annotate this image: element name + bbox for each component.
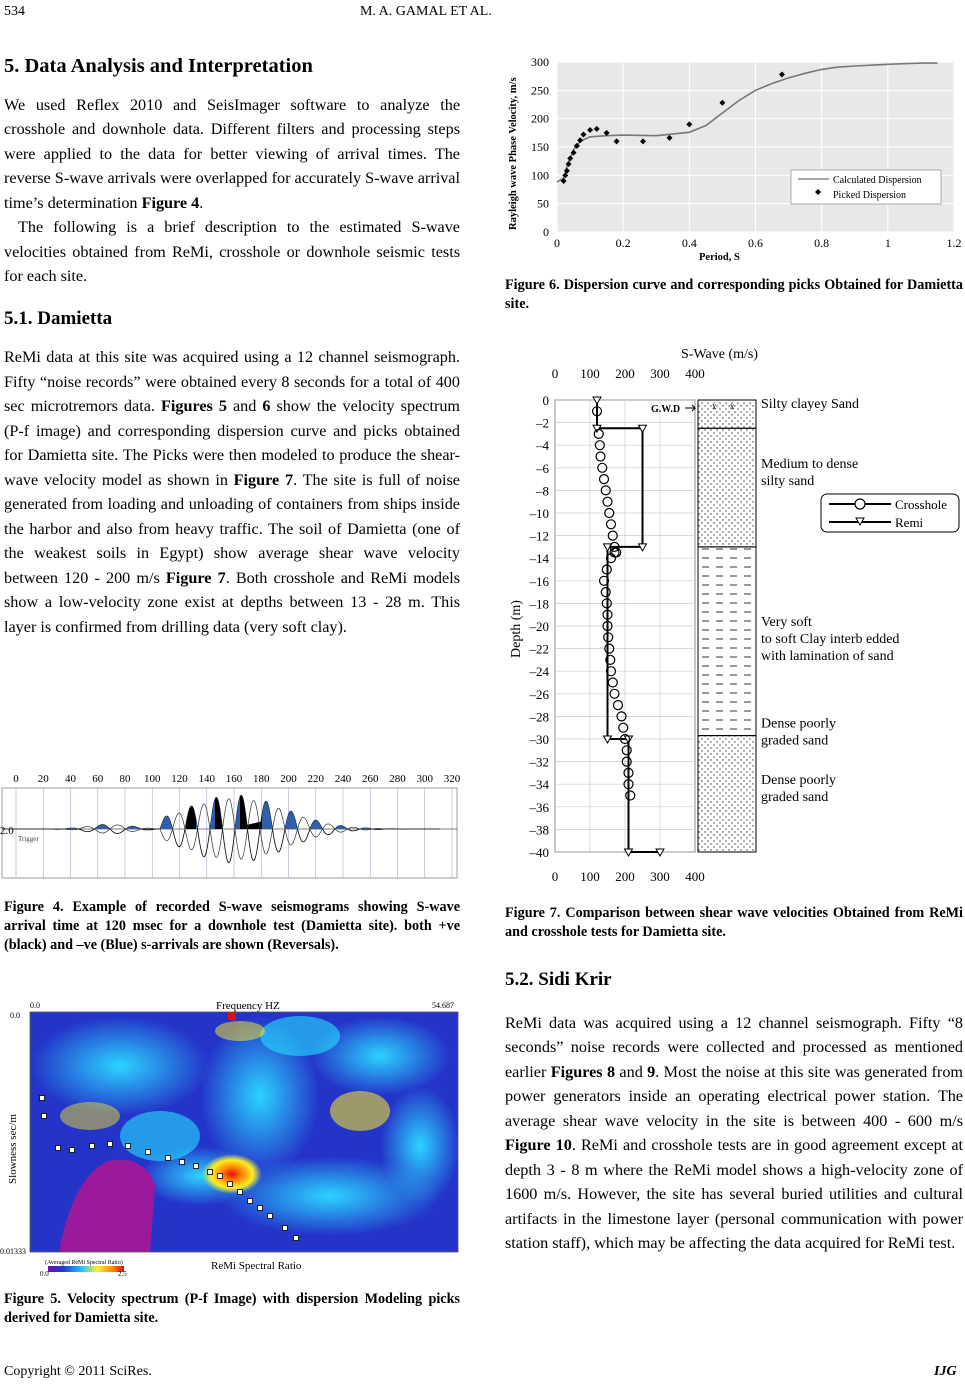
y-tick-label: 0 <box>543 225 549 239</box>
section-title: 5. Data Analysis and Interpretation <box>4 55 313 77</box>
dispersion-pick <box>42 1114 47 1119</box>
x-tick-label-bottom: 400 <box>685 869 705 884</box>
legend-calculated: Calculated Dispersion <box>833 175 922 186</box>
y-tick-label: 250 <box>531 83 549 98</box>
x-tick-label: 0 <box>554 236 560 250</box>
y-tick-label: –24 <box>529 664 549 680</box>
x-tick-label: 120 <box>171 773 188 785</box>
y-tick-label: 300 <box>531 55 549 69</box>
footer-journal: IJG <box>934 1364 957 1379</box>
y-tick-label: –12 <box>529 528 549 544</box>
y-top-label: 0.0 <box>10 1011 20 1020</box>
y-tick-label: –2 <box>536 415 549 431</box>
legend-crosshole: Crosshole <box>895 497 947 512</box>
layer-label: Dense poorly graded sand <box>761 773 837 806</box>
y-tick-label: –22 <box>529 641 549 657</box>
x-tick-label: 20 <box>37 773 49 785</box>
y-tick-label: –8 <box>536 483 549 499</box>
legend-remi: Remi <box>895 515 924 530</box>
gwd-label: G.W.D <box>651 404 681 415</box>
figure-4-caption: Figure 4. Example of recorded S-wave seismograms showing S-wave arrival time at 120 msec for a downhole test (Damietta site). both +ve (black) and –ve (Blue) s-arrivals are shown (Reversals). <box>4 899 460 953</box>
y-axis-title: Slowness sec/m <box>7 1114 19 1184</box>
legend-circle-swatch <box>855 499 865 509</box>
lithology-symbol: x <box>730 401 735 412</box>
figure-6-caption: Figure 6. Dispersion curve and corresponding picks Obtained for Damietta site. <box>505 277 963 312</box>
running-head: M. A. GAMAL ET AL. <box>360 4 492 19</box>
x-tick-label: 0 <box>13 773 19 785</box>
figure-ref[interactable]: Figure 7 <box>165 568 226 587</box>
bottom-label: ReMi Spectral Ratio <box>211 1260 302 1272</box>
y-tick-label: –26 <box>529 686 549 702</box>
x-tick-label: 0.8 <box>814 236 830 250</box>
chart-title: S-Wave (m/s) <box>681 347 759 362</box>
y-tick-label: –18 <box>529 596 549 612</box>
figure-ref[interactable]: 9 <box>647 1062 656 1081</box>
dispersion-pick <box>294 1236 299 1241</box>
figure-ref[interactable]: 6 <box>262 397 271 415</box>
x-tick-label: 140 <box>198 773 215 785</box>
x-tick-label-top: 200 <box>615 366 635 381</box>
x-axis-title: Frequency HZ <box>216 1000 280 1012</box>
y-tick-label: –40 <box>529 845 549 860</box>
legend-picked: Picked Dispersion <box>833 190 907 201</box>
y-tick-label: –10 <box>529 506 549 521</box>
x-tick-label: 60 <box>92 773 104 785</box>
legend <box>791 170 941 204</box>
figure-5-caption: Figure 5. Velocity spectrum (P-f Image) with dispersion Modeling picks derived for Damietta site. <box>4 1291 460 1326</box>
lithology-layer <box>698 428 756 547</box>
dispersion-pick <box>180 1160 185 1165</box>
figure-ref[interactable]: Figures 8 <box>550 1062 616 1081</box>
dispersion-pick <box>208 1170 213 1175</box>
y-tick-label: –34 <box>529 777 549 793</box>
spectrum-image <box>30 1012 460 1252</box>
x-tick-label-top: 100 <box>580 366 600 381</box>
x-tick-label: 40 <box>65 773 76 785</box>
x-tick-label-bottom: 100 <box>580 869 600 884</box>
figure-ref[interactable]: Figure 7 <box>233 470 294 489</box>
y-tick-label: 150 <box>531 140 549 154</box>
x-tick-label-bottom: 0 <box>551 869 559 884</box>
paragraph: We used Reflex 2010 and SeisImager software to analyze the crosshole and downhole data. Different filters and processing steps were applied to the data for better viewing of arrival times. The reverse S-wave arrivals were overlapped for accurately S-wave arrival time’s determination Figure 4. <box>4 95 460 212</box>
layer-label: Silty clayey Sand <box>761 396 859 412</box>
figure-ref[interactable]: Figure 10 <box>505 1136 572 1154</box>
x-min-label: 0.0 <box>30 1001 40 1010</box>
x-tick-label: 160 <box>225 773 243 785</box>
x-tick-labels <box>13 773 461 785</box>
colorbar-title: (Averaged ReMi Spectral Ratio) <box>45 1260 123 1266</box>
y-tick-label: –6 <box>536 460 549 476</box>
x-tick-label: 260 <box>362 773 379 785</box>
y-tick-label: –32 <box>529 754 549 770</box>
figure-4-seismogram <box>0 768 462 880</box>
dispersion-pick <box>56 1146 61 1151</box>
subsection-title: 5.1. Damietta <box>4 307 113 329</box>
dispersion-pick <box>108 1142 113 1147</box>
legend <box>821 494 959 532</box>
dispersion-pick <box>90 1144 95 1149</box>
figure-7-caption: Figure 7. Comparison between shear wave velocities Obtained from ReMi and crosshole tests for Damietta site. <box>505 905 963 940</box>
lithology-layer <box>698 547 756 736</box>
figure-7-velocity-profile <box>505 338 965 893</box>
dispersion-pick <box>228 1182 233 1187</box>
page-number: 534 <box>4 4 25 19</box>
x-tick-label: 80 <box>119 773 131 785</box>
paragraph: ReMi data was acquired using a 12 channel seismograph. Fifty “8 seconds” noise records were collected and processed as mentioned earlier Figures 8 and 9. Most the noise at this site was generated from power generators inside an operating electrical power station. The average shear wave velocity in the site is between 400 - 600 m/s Figure 10. ReMi and crosshole tests are in good agreement except at depth 3 - 8 m where the ReMi model shows a high-velocity zone of 1600 m/s. However, the site has several buried utilities and cultural artifacts in the limestone layer (personal communication with power station staff), which may be affecting the data acquired for ReMi test. <box>505 1013 964 1252</box>
layer-label: Medium to dense silty sand <box>761 456 859 489</box>
x-tick-label-bottom: 300 <box>650 869 670 884</box>
x-tick-label-bottom: 200 <box>615 869 635 884</box>
lithology-layer <box>698 400 756 428</box>
lithology-layer <box>698 736 756 852</box>
layer-label: Very soft to soft Clay interb edded with lamination of sand <box>761 615 900 664</box>
dispersion-pick <box>218 1174 223 1179</box>
y-tick-label: –14 <box>529 551 549 567</box>
dispersion-pick <box>268 1214 273 1219</box>
subsection-title: 5.2. Sidi Krir <box>505 969 612 990</box>
x-tick-label: 0.4 <box>681 236 697 250</box>
x-tick-label-top: 400 <box>685 366 705 381</box>
dispersion-pick <box>238 1190 243 1195</box>
y-tick-label: 200 <box>531 111 549 126</box>
x-tick-label: 220 <box>307 773 324 785</box>
y-tick-label: 100 <box>531 168 549 183</box>
y-tick-label: –16 <box>529 573 549 589</box>
x-tick-label-top: 0 <box>551 366 559 381</box>
lithology-column <box>698 400 756 852</box>
dispersion-pick <box>126 1144 131 1149</box>
layer-labels <box>761 397 899 805</box>
x-tick-label: 320 <box>443 773 461 785</box>
dispersion-pick <box>70 1148 75 1153</box>
x-tick-label: 0.6 <box>748 236 763 250</box>
dispersion-pick <box>283 1226 288 1231</box>
colorbar-min: 0.0 <box>40 1270 49 1278</box>
x-tick-label: 0.2 <box>615 236 631 250</box>
right-column-text <box>505 968 963 1256</box>
colorbar <box>48 1266 124 1272</box>
y-tick-label: –38 <box>529 822 549 838</box>
y-bottom-label: 0.01333 <box>0 1247 26 1256</box>
y-tick-label: –36 <box>529 799 549 815</box>
y-tick-label: –4 <box>536 438 549 454</box>
x-tick-label: 200 <box>280 773 297 785</box>
figure-5-pf-image <box>0 996 462 1278</box>
lithology-symbol: x <box>712 401 717 412</box>
x-tick-label: 240 <box>334 773 352 785</box>
x-tick-label-top: 300 <box>650 366 670 381</box>
colorbar-max: 2.5 <box>118 1270 127 1278</box>
dispersion-pick <box>166 1156 171 1161</box>
figure-ref[interactable]: Figures 5 <box>160 397 227 415</box>
y-tick-label: –20 <box>529 619 549 634</box>
left-label: 2.0 <box>0 825 14 837</box>
footer-copyright: Copyright © 2011 SciRes. <box>4 1364 152 1379</box>
dispersion-pick <box>40 1096 45 1101</box>
paragraph: The following is a brief description to the estimated S-wave velocities obtained from ReMi, crosshole or downhole seismic tests for each site. <box>4 218 460 285</box>
trigger-label: Trigger <box>18 835 39 843</box>
y-axis-title: Depth (m) <box>509 600 524 658</box>
figure-6-dispersion-chart <box>505 52 963 267</box>
figure-ref[interactable]: Figure 4 <box>141 193 200 212</box>
dispersion-pick <box>194 1164 199 1169</box>
y-tick-label: –30 <box>529 732 549 747</box>
x-tick-label: 100 <box>144 773 161 785</box>
x-axis-title: Period, S <box>699 252 740 263</box>
y-tick-label: 0 <box>542 393 549 408</box>
x-tick-label: 1 <box>884 236 891 250</box>
dispersion-pick <box>258 1206 263 1211</box>
y-tick-label: 50 <box>537 196 549 211</box>
dispersion-pick <box>146 1150 151 1155</box>
y-tick-label: –28 <box>529 709 549 725</box>
left-column <box>4 54 460 639</box>
x-max-label: 54.687 <box>432 1001 454 1010</box>
x-tick-label: 1.2 <box>946 236 962 250</box>
axes <box>529 366 705 884</box>
paragraph: ReMi data at this site was acquired using a 12 channel seismograph. Fifty “noise records” were obtained every 8 seconds for a total of 400 sec microtremors data. Figures 5 and 6 show the velocity spectrum (P-f image) and corresponding dispersion curve and picks obtained for Damietta site. The Picks were then modeled to produce the shear-wave velocity model as shown in Figure 7. The site is full of noise generated from loading and unloading of containers from ships inside the harbor and also from heavy traffic. The soil of Damietta (one of the weakest soils in Egypt) show average shear wave velocity between 120 - 200 m/s Figure 7. Both crosshole and ReMi models show a low-velocity zone exist at depths between 13 - 28 m. This layer is confirmed from drilling data (very soft clay). <box>4 348 461 636</box>
x-tick-label: 300 <box>416 773 433 785</box>
layer-label: Dense poorly graded sand <box>761 716 837 749</box>
x-tick-label: 180 <box>253 773 270 785</box>
y-axis-title: Rayleigh wave Phase Velocity, m/s <box>508 77 519 230</box>
x-tick-label: 280 <box>389 773 406 785</box>
dispersion-pick <box>248 1199 253 1204</box>
